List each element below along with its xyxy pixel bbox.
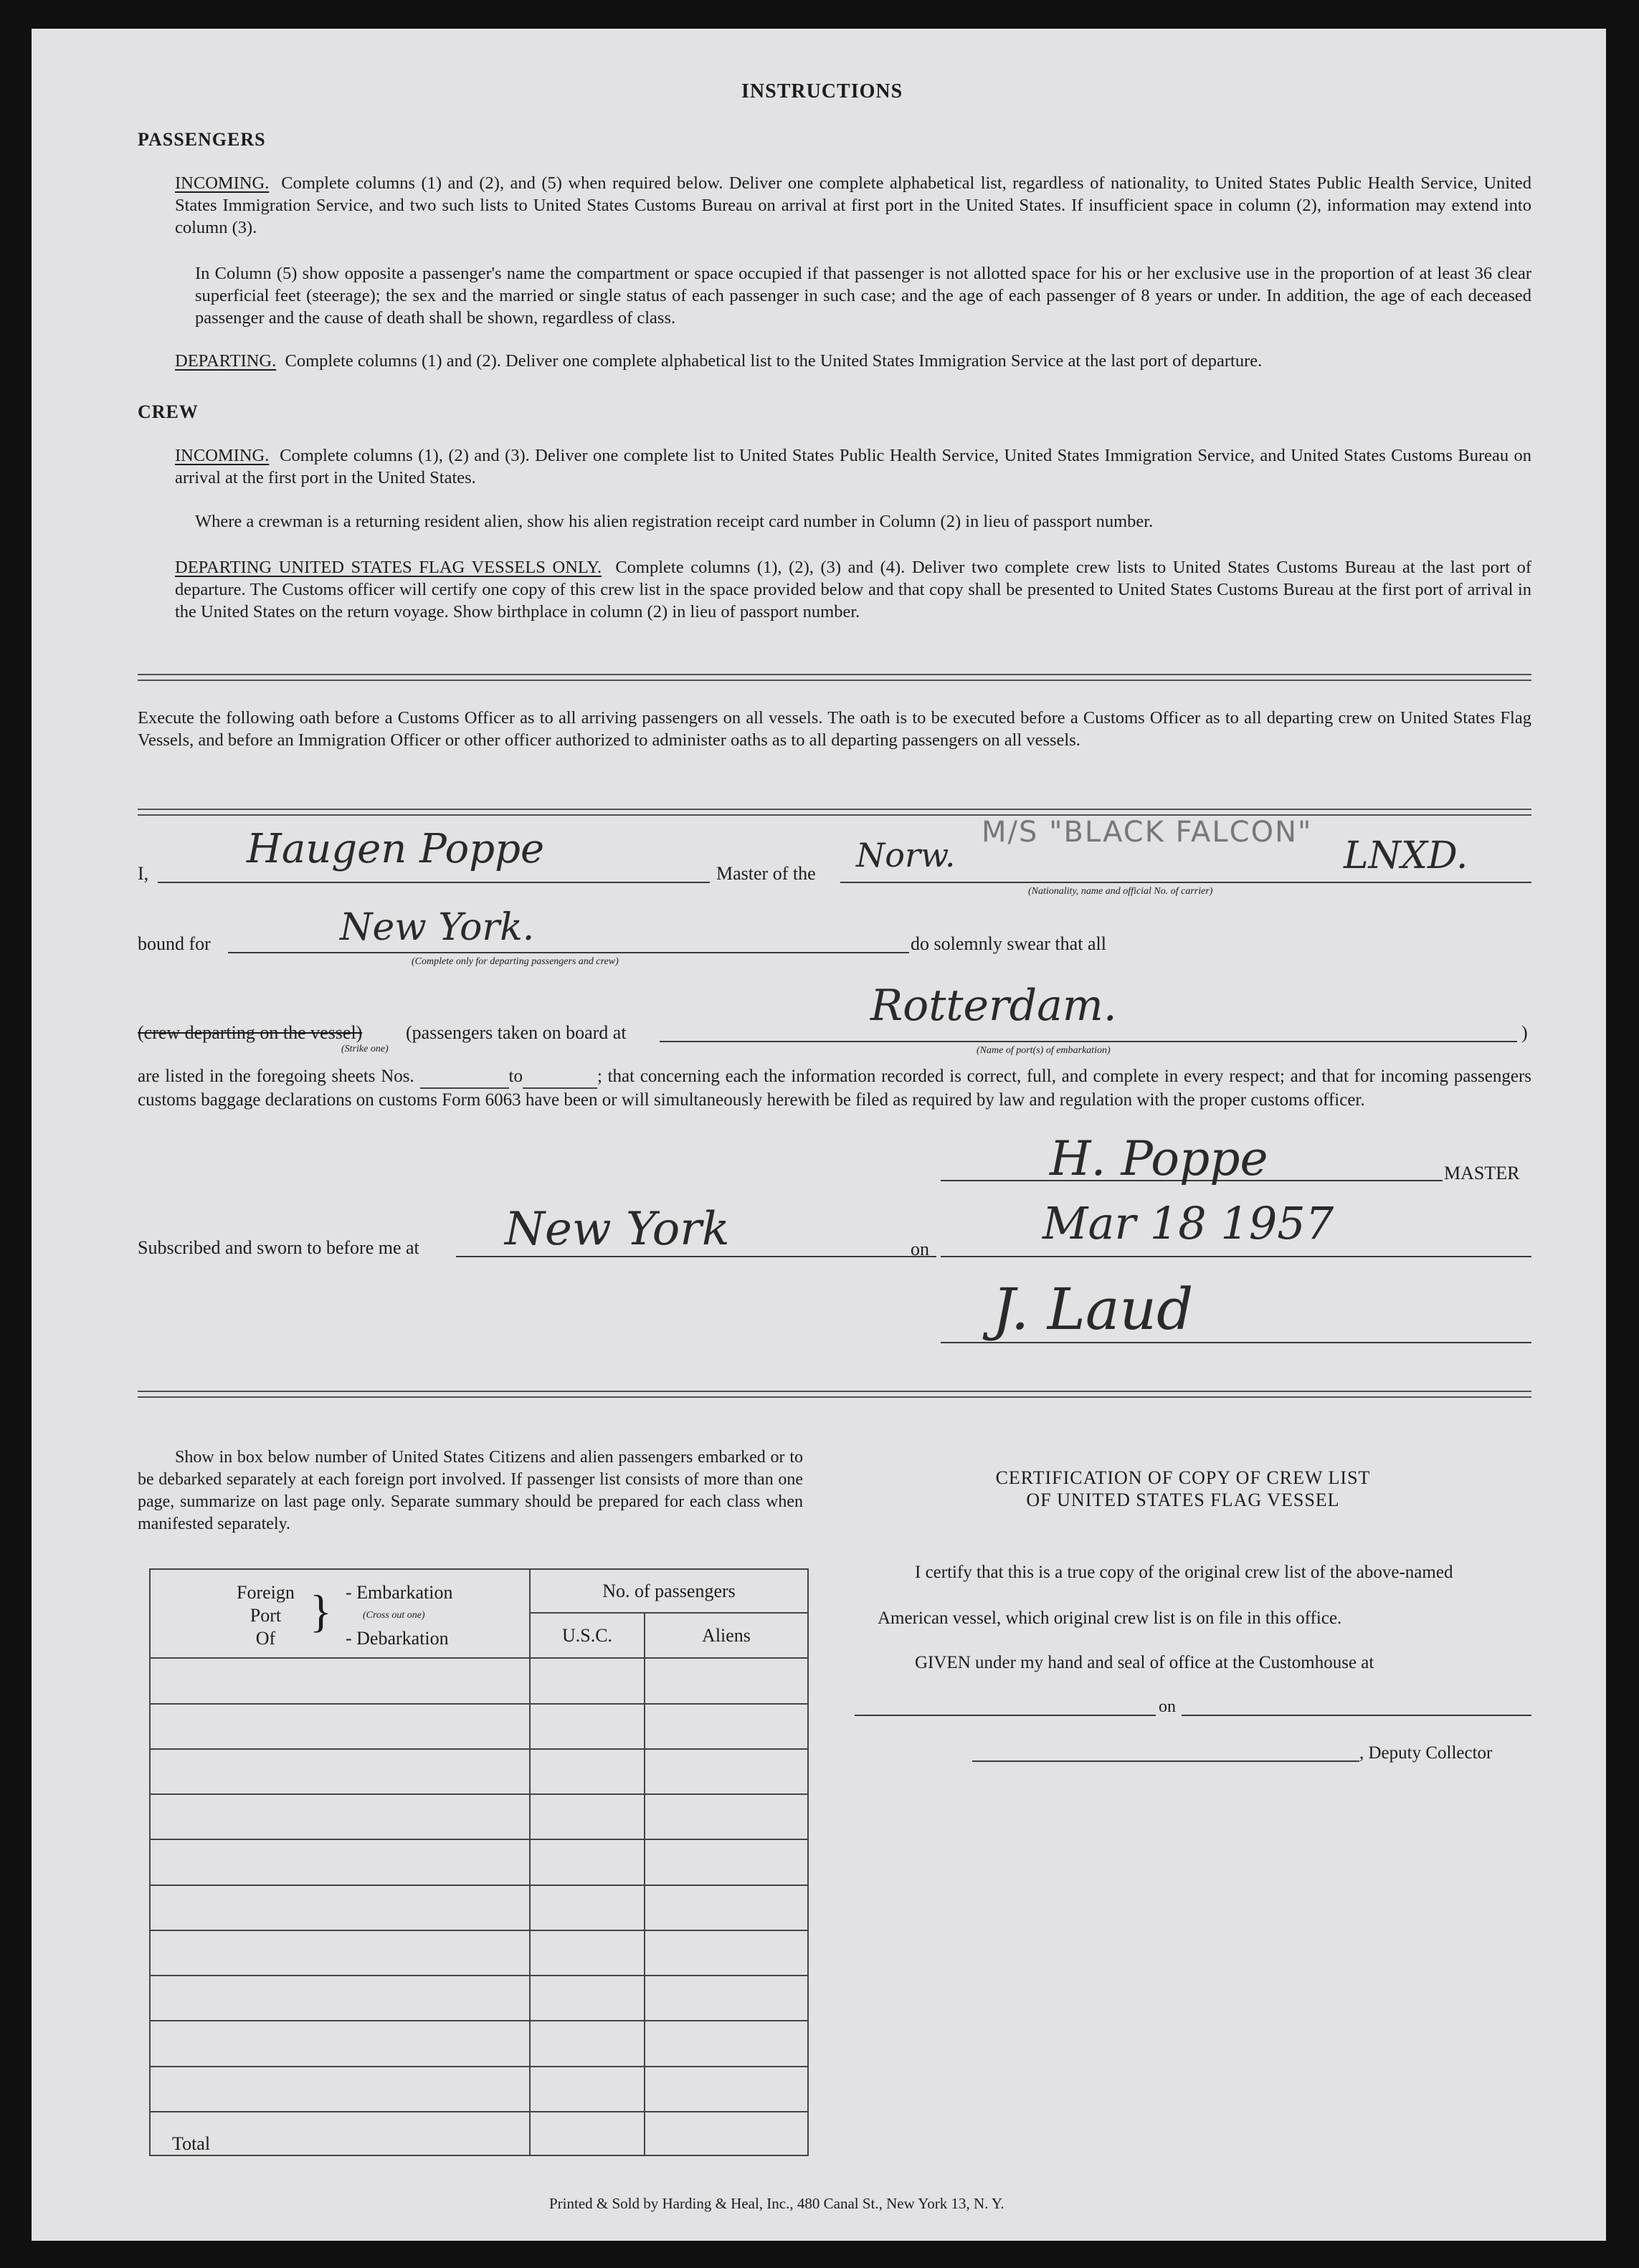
section-divider (138, 1396, 1531, 1398)
table-row-aliens[interactable] (645, 1658, 808, 1703)
official-number-handwritten: LNXD. (1344, 834, 1468, 877)
strike-caption: (Strike one) (341, 1044, 389, 1054)
port-header-cell (150, 1569, 530, 1658)
table-row-usc[interactable] (530, 1930, 645, 1976)
oath-listed-paragraph (138, 1065, 1531, 1111)
crew-departing-text: Complete columns (1), (2), (3) and (4). Deliver two complete crew lists to United States Customs Bureau at the last port of departure. The Customs officer will certify one copy of this crew list in the space provided below and that copy shall be presented to United States Customs Bureau at the first port of arrival in the United States on the return voyage. Show birthplace in column (2) in lieu of passport number. (175, 558, 1531, 621)
crew-incoming-text: Complete columns (1), (2) and (3). Deliver one complete list to United States Public Health Service, United States Immigration Service, and United States Customs Bureau on arrival at the first port in the United States. (175, 446, 1532, 487)
sheet-to-blank (523, 1065, 597, 1089)
passengers-heading: PASSENGERS (138, 129, 266, 150)
certification-date-line (1182, 1715, 1531, 1716)
oath-intro: Execute the following oath before a Customs Officer as to all arriving passengers on all vessels. The oath is to be executed before a Customs Officer as to all departing crew on United States Flag Vessels, and before an Immigration Officer or other officer authorized to administer oaths as to all departing passengers on all vessels. (138, 708, 1531, 750)
table-row-aliens[interactable] (645, 1885, 808, 1930)
table-row-aliens[interactable] (645, 1794, 808, 1839)
passengers-incoming-text: Complete columns (1) and (2), and (5) when required below. Deliver one complete alphabetical list, regardless of nationality, to United States Public Health Service, United States Immigration Service, and two such lists to United States Customs Bureau on arrival at first port in the United States. If insufficient space in column (2), information may extend into column (3). (175, 173, 1531, 237)
nationality-handwritten: Norw. (856, 836, 956, 875)
master-name-handwritten: Haugen Poppe (247, 826, 545, 872)
debarkation-label: - Debarkation (346, 1628, 449, 1649)
of-label: Of (255, 1628, 276, 1649)
sworn-on-label: on (911, 1239, 929, 1259)
crew-strike-text: (crew departing on the vessel) (138, 1022, 363, 1043)
sworn-date-line (941, 1256, 1531, 1257)
aliens-header: Aliens (645, 1613, 808, 1658)
table-row-port[interactable] (150, 1749, 530, 1794)
oath-i-label: I, (138, 863, 149, 884)
to-label: to (508, 1067, 523, 1086)
foreign-port-of (237, 1581, 295, 1650)
certification-on-label: on (1159, 1697, 1176, 1716)
cross-out-caption: (Cross out one) (363, 1610, 425, 1621)
crew-heading: CREW (138, 401, 199, 422)
certification-title-line2: OF UNITED STATES FLAG VESSEL (1026, 1490, 1340, 1510)
total-aliens[interactable] (645, 2112, 808, 2155)
total-usc[interactable] (530, 2112, 645, 2155)
port-caption: (Name of port(s) of embarkation) (977, 1045, 1111, 1056)
master-signature: H. Poppe (1050, 1131, 1268, 1186)
crew-incoming-paragraph (175, 444, 1531, 489)
sheet-from-blank (420, 1065, 509, 1089)
bound-for-label: bound for (138, 933, 211, 954)
table-row-usc[interactable] (530, 1976, 645, 2021)
table-row-aliens[interactable] (645, 1749, 808, 1794)
given-line: GIVEN under my hand and seal of office at the Customhouse at (915, 1653, 1374, 1672)
table-row-port[interactable] (150, 1658, 530, 1703)
section-divider (138, 674, 1531, 675)
crew-resident-paragraph: Where a crewman is a returning resident alien, show his alien registration receipt card number in Column (2) in lieu of passport number. (195, 512, 1154, 531)
embarkation-label: - Embarkation (346, 1582, 453, 1603)
listed-text-c: that for incoming passengers customs baggage declarations on customs Form 6063 have been or will simultaneously herewith be filed as required by law and regulation with the proper customs officer. (138, 1067, 1532, 1110)
page-title: INSTRUCTIONS (741, 80, 903, 103)
crew-departing-paragraph (175, 556, 1531, 623)
sworn-place-handwritten: New York (505, 1203, 730, 1256)
foreign-label: Foreign (237, 1582, 295, 1603)
table-row-aliens[interactable] (645, 2021, 808, 2066)
table-row-aliens[interactable] (645, 1839, 808, 1885)
table-row-usc[interactable] (530, 1749, 645, 1794)
passengers-on-board-label: (passengers taken on board at (406, 1022, 627, 1043)
nationality-caption: (Nationality, name and official No. of carrier) (1028, 886, 1213, 897)
brace-glyph: } (310, 1586, 332, 1636)
table-row-port[interactable] (150, 1976, 530, 2021)
table-row-port[interactable] (150, 1839, 530, 1885)
table-row-usc[interactable] (530, 1658, 645, 1703)
certification-title-line1: CERTIFICATION OF COPY OF CREW LIST (995, 1467, 1371, 1488)
section-divider (138, 1391, 1531, 1392)
crew-departing-label: DEPARTING UNITED STATES FLAG VESSELS ONLY. (175, 558, 602, 577)
table-row-port[interactable] (150, 2067, 530, 2112)
crew-incoming-label: INCOMING. (175, 446, 270, 465)
table-row-usc[interactable] (530, 1704, 645, 1749)
sworn-label: Subscribed and sworn to before me at (138, 1237, 419, 1258)
printer-footer: Printed & Sold by Harding & Heal, Inc., 480 Canal St., New York 13, N. Y. (549, 2195, 1004, 2212)
passengers-departing-paragraph (175, 350, 1531, 372)
passengers-departing-text: Complete columns (1) and (2). Deliver one complete alphabetical list to the United States Immigration Service at the last port of departure. (285, 351, 1263, 371)
total-label: Total (150, 2112, 530, 2155)
section-divider (138, 809, 1531, 810)
sworn-place-line (456, 1256, 936, 1257)
usc-header: U.S.C. (530, 1613, 645, 1658)
table-row-aliens[interactable] (645, 1930, 808, 1976)
deputy-signature-line (972, 1760, 1359, 1762)
sworn-date-handwritten: Mar 18 1957 (1042, 1197, 1334, 1249)
section-divider (138, 814, 1531, 816)
destination-line (228, 952, 909, 953)
certify-line2: American vessel, which original crew list is on file in this office. (878, 1609, 1342, 1628)
customhouse-line (855, 1715, 1156, 1716)
table-row-usc[interactable] (530, 2067, 645, 2112)
table-row-usc[interactable] (530, 1794, 645, 1839)
table-row-aliens[interactable] (645, 1976, 808, 2021)
passenger-summary-table (149, 1568, 809, 2156)
table-row-usc[interactable] (530, 2021, 645, 2066)
master-label: MASTER (1444, 1163, 1520, 1183)
bound-caption: (Complete only for departing passengers and crew) (412, 956, 619, 967)
master-of-label: Master of the (716, 863, 816, 884)
table-row-aliens[interactable] (645, 2067, 808, 2112)
embark-debark (346, 1581, 452, 1650)
certification-title (875, 1467, 1491, 1511)
swear-label: do solemnly swear that all (911, 933, 1106, 954)
table-row-port[interactable] (150, 1930, 530, 1976)
port-close-paren: ) (1521, 1022, 1528, 1043)
listed-text-b: ; that concerning each the information recorded is correct, full, and complete in every respect; and (597, 1067, 1316, 1086)
form-page (32, 29, 1606, 2241)
listed-text-a: are listed in the foregoing sheets Nos. (138, 1067, 414, 1086)
table-row-port[interactable] (150, 1794, 530, 1839)
master-name-line (158, 882, 710, 883)
carrier-line (840, 882, 1531, 883)
table-row-port[interactable] (150, 1885, 530, 1930)
no-of-passengers-header: No. of passengers (530, 1569, 808, 1613)
table-row-aliens[interactable] (645, 1704, 808, 1749)
passengers-column5-paragraph: In Column (5) show opposite a passenger's name the compartment or space occupied if that passenger is not allotted space for his or her exclusive use in the proportion of at least 36 clear superficial feet (steerage); the sex and the married or single status of each passenger in such case; and the age of each passenger of 8 years or under. In addition, the age of each deceased passenger and the cause of death shall be shown, regardless of class. (195, 264, 1531, 328)
port-handwritten: Rotterdam. (870, 981, 1117, 1031)
summary-instructions: Show in box below number of United States Citizens and alien passengers embarked or to be debarked separately at each foreign port involved. If passenger list consists of more than one page, summarize on last page only. Separate summary should be prepared for each class when manifested separately. (138, 1448, 803, 1533)
table-row-port[interactable] (150, 1704, 530, 1749)
port-line (660, 1041, 1517, 1042)
officer-signature: J. Laud (992, 1276, 1194, 1343)
section-divider (138, 680, 1531, 681)
table-row-port[interactable] (150, 2021, 530, 2066)
destination-handwritten: New York. (340, 906, 535, 949)
passengers-departing-label: DEPARTING. (175, 351, 277, 371)
table-row-usc[interactable] (530, 1885, 645, 1930)
passengers-incoming-paragraph (175, 172, 1531, 239)
deputy-collector-label: , Deputy Collector (1359, 1743, 1493, 1763)
port-label: Port (250, 1605, 282, 1626)
certify-line1: I certify that this is a true copy of the original crew list of the above-named (915, 1563, 1453, 1582)
vessel-name-stamp: M/S "BLACK FALCON" (982, 816, 1313, 849)
table-row-usc[interactable] (530, 1839, 645, 1885)
passengers-incoming-label: INCOMING. (175, 173, 270, 193)
